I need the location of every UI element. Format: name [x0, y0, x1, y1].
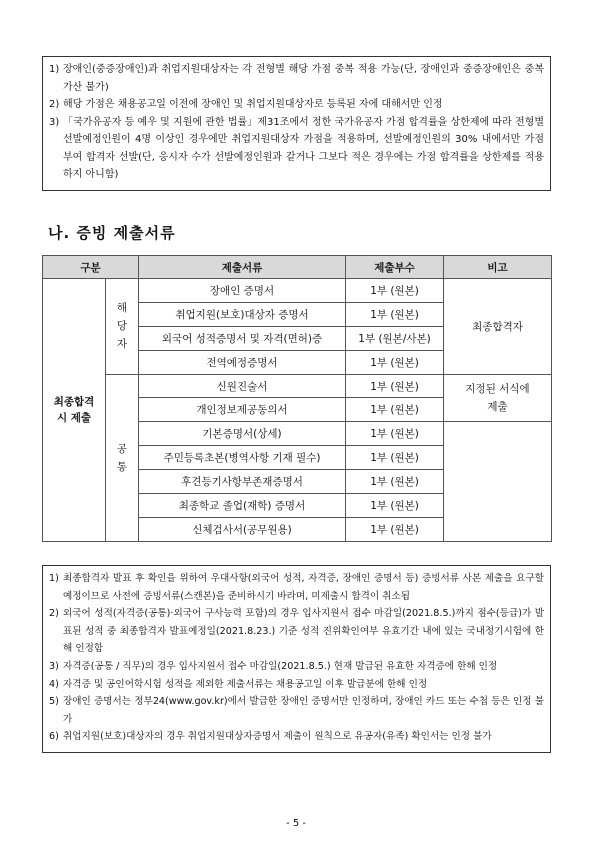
document-name: 외국어 성적증명서 및 자격(면허)증 — [139, 326, 346, 350]
note-item: 5) 장애인 증명서는 정부24(www.gov.kr)에서 발급한 장애인 증명서만 인정하며, 장애인 카드 또는 수첩 등은 인정 불가 — [49, 696, 544, 725]
document-copies: 1부 (원본) — [346, 350, 444, 374]
eligibility-notes-box — [42, 56, 551, 191]
header-category: 구분 — [43, 256, 139, 279]
note-item: 3) 「국가유공자 등 예우 및 지원에 관한 법률」제31조에서 정한 국가유공자 가점 합격률을 상한제에 따라 전형별 선발예정인원이 4명 이상인 경우에만 취업지원대상자 가점을 적용하며, 선발예정인원의 30% 내에서만 가점 부여 합격자 선발(단, 응시자 수가 선발예정인원과 같거나 그보다 적은 경우에는 가점 합격률을 상한제를 적용하지 아니함) — [49, 116, 544, 180]
group-label-applicable: 해 당 자 — [106, 279, 139, 375]
header-copies: 제출부수 — [346, 256, 444, 279]
document-name: 개인정보제공동의서 — [139, 398, 346, 422]
document-name: 신체검사서(공무원용) — [139, 517, 346, 541]
document-copies: 1부 (원본) — [346, 494, 444, 518]
document-copies: 1부 (원본) — [346, 446, 444, 470]
document-name: 전역예정증명서 — [139, 350, 346, 374]
note-item: 3) 자격증(공통 / 직무)의 경우 입사지원서 접수 마감일(2021.8.5.) 현재 발급된 유효한 자격증에 한해 인정 — [49, 660, 498, 672]
document-copies: 1부 (원본) — [346, 422, 444, 446]
document-copies: 1부 (원본) — [346, 302, 444, 326]
document-copies: 1부 (원본/사본) — [346, 326, 444, 350]
document-name: 기본증명서(상세) — [139, 422, 346, 446]
table-row — [43, 279, 552, 303]
header-document: 제출서류 — [139, 256, 346, 279]
document-name: 취업지원(보호)대상자 증명서 — [139, 302, 346, 326]
document-copies: 1부 (원본) — [346, 398, 444, 422]
remark-final-applicant: 최종합격자 — [444, 279, 552, 375]
document-copies: 1부 (원본) — [346, 374, 444, 398]
page-number: - 5 - — [286, 818, 306, 829]
table-row — [43, 374, 552, 398]
group-label-common: 공 통 — [106, 374, 139, 541]
table-header-row — [43, 256, 552, 279]
main-category-cell: 최종합격 시 제출 — [43, 279, 106, 542]
header-remarks: 비고 — [444, 256, 552, 279]
submission-notes-box — [42, 565, 551, 753]
document-copies: 1부 (원본) — [346, 470, 444, 494]
document-name: 주민등록초본(병역사항 기재 필수) — [139, 446, 346, 470]
section-title: 나. 증빙 제출서류 — [48, 224, 176, 242]
remark-designated-form: 지정된 서식에 제출 — [444, 374, 552, 422]
documents-table — [42, 255, 552, 542]
note-item: 2) 해당 가점은 채용공고일 이전에 장애인 및 취업지원대상자로 등록된 자에 대해서만 인정 — [49, 99, 443, 110]
remark-empty — [444, 422, 552, 541]
note-item: 6) 취업지원(보호)대상자의 경우 취업지원대상자증명서 제출이 원칙으로 유공자(유족) 확인서는 인정 불가 — [49, 731, 492, 743]
document-copies: 1부 (원본) — [346, 517, 444, 541]
note-item: 1) 장애인(중증장애인)과 취업지원대상자는 각 전형별 해당 가점 중복 적용 가능(단, 장애인과 중증장애인은 중복 가산 불가) — [49, 64, 544, 93]
note-item: 2) 외국어 성적(자격증(공통)·외국어 구사능력 포함)의 경우 입사지원서 접수 마감일(2021.8.5.)까지 점수(등급)가 발표된 성적 중 최종합격자 발표예정일(2021.8.23.) 기준 성적 진위확인여부 유효기간 내에 있는 국내정기시험에 한해 인정함 — [49, 608, 544, 655]
document-name: 후견등기사항부존재증명서 — [139, 470, 346, 494]
document-name: 최종학교 졸업(재학) 증명서 — [139, 494, 346, 518]
document-name: 장애인 증명서 — [139, 279, 346, 303]
document-copies: 1부 (원본) — [346, 279, 444, 303]
note-item: 4) 자격증 및 공인어학시험 성적을 제외한 제출서류는 채용공고일 이후 발급분에 한해 인정 — [49, 678, 428, 690]
note-item: 1) 최종합격자 발표 후 확인을 위하여 우대사항(외국어 성적, 자격증, 장애인 증명서 등) 증빙서류 사본 제출을 요구할 예정이므로 사전에 증빙서류(스캔본)을 준비하시기 바라며, 미제출시 합격이 취소됨 — [49, 573, 544, 602]
document-name: 신원진술서 — [139, 374, 346, 398]
